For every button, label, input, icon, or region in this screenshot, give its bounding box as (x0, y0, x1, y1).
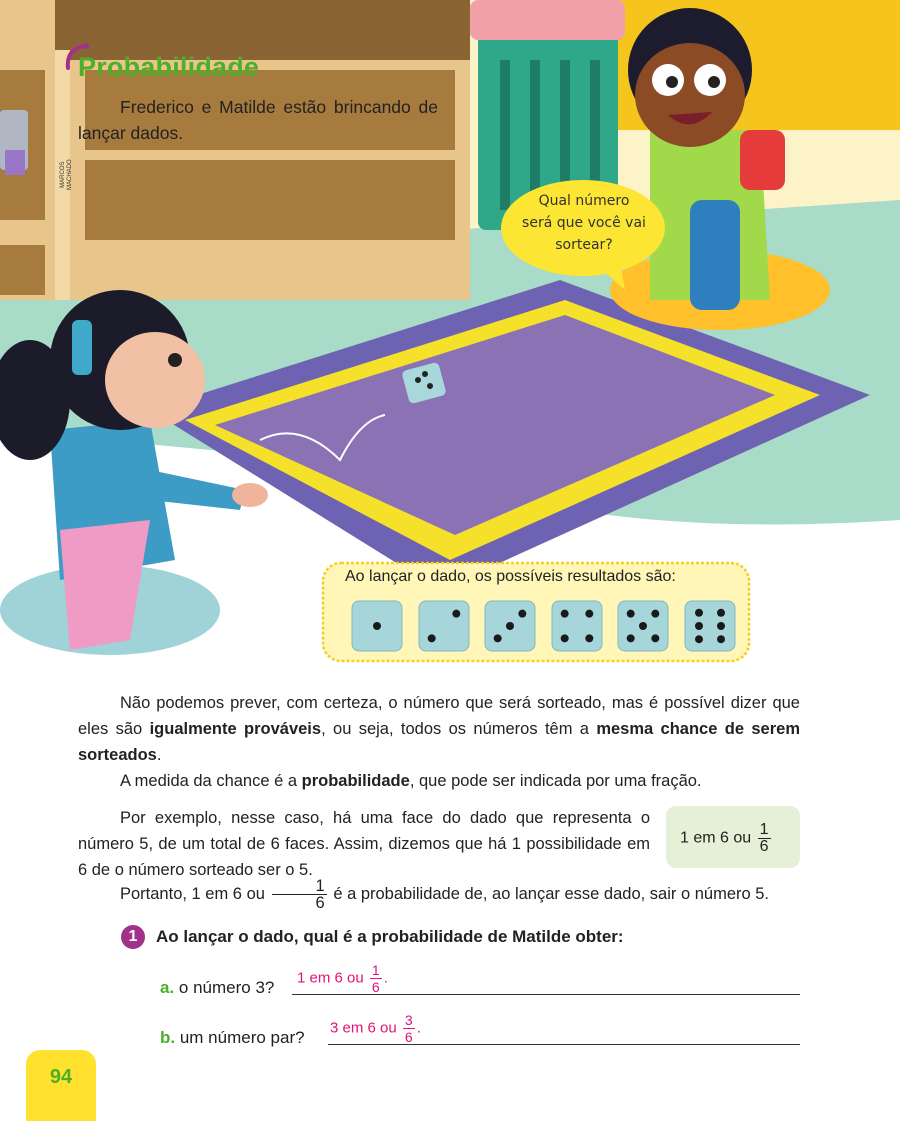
die-pip (639, 622, 647, 630)
question-item-a: a. o número 3? (160, 978, 275, 997)
die-pip (695, 635, 703, 643)
question-text: Ao lançar o dado, qual é a probabilidade de Matilde obter: (156, 927, 624, 946)
die-pip (717, 622, 725, 630)
die-pip (717, 635, 725, 643)
die-pip (452, 610, 460, 618)
die-pip (560, 610, 568, 618)
robot-toy (0, 110, 28, 175)
page-number: 94 (49, 1066, 73, 1088)
dice-caption: Ao lançar o dado, os possíveis resultados são: (345, 568, 676, 585)
paragraph-example: Por exemplo, nesse caso, há uma face do dado que representa o número 5, de um total de 6 faces. Assim, dizemos que há 1 possibilidade em 6 de o número sorteado ser o 5. (78, 809, 650, 879)
highlight-box-text: 1 em 6 ou $\frac{1}{6}$ (680, 821, 769, 855)
fraction-one-sixth: $\frac{1}{6}$ (272, 878, 327, 911)
answer-line-a[interactable] (292, 994, 800, 995)
die-pip (627, 634, 635, 642)
die-face-1 (351, 600, 403, 652)
die-pip (494, 634, 502, 642)
die-pip (695, 622, 703, 630)
paragraph-probability-definition: A medida da chance é a probabilidade, que pode ser indicada por uma fração. (120, 772, 702, 790)
die-face-6 (684, 600, 736, 652)
die-pip (651, 610, 659, 618)
die-pip (560, 634, 568, 642)
intro-text: Frederico e Matilde estão brincando de lançar dados. (78, 97, 438, 143)
question-item-b: b. um número par? (160, 1028, 305, 1047)
die-pip (717, 609, 725, 617)
die-face-3 (484, 600, 536, 652)
die-pip (695, 609, 703, 617)
die-pip (427, 634, 435, 642)
illustrator-credit: MARCOS MACHADO (60, 159, 73, 190)
answer-line-b[interactable] (328, 1044, 800, 1045)
answer-a[interactable]: 1 em 6 ou $\frac{1}{6}$ . (297, 962, 388, 995)
die-pip (585, 610, 593, 618)
die-face-4 (551, 600, 603, 652)
die-pip (506, 622, 514, 630)
die-face-5 (617, 600, 669, 652)
paragraph-conclusion: Portanto, 1 em 6 ou $\frac{1}{6}$ é a probabilidade de, ao lançar esse dado, sair o número 5. (120, 877, 770, 912)
paragraph-equally-likely: Não podemos prever, com certeza, o número que será sorteado, mas é possível dizer que eles são igualmente prováveis, ou seja, todos os números têm a mesma chance de serem sorteados. (78, 694, 800, 764)
question-number-badge: 1 (121, 925, 145, 949)
die-pip (627, 610, 635, 618)
answer-b[interactable]: 3 em 6 ou $\frac{3}{6}$ . (330, 1012, 421, 1045)
die-pip (518, 610, 526, 618)
die-pip (651, 634, 659, 642)
speech-bubble-text: Qual número será que você vai sortear? (522, 193, 646, 253)
page-title: Probabilidade (78, 52, 260, 82)
die-pip (373, 622, 381, 630)
die-pip (585, 634, 593, 642)
die-face-2 (418, 600, 470, 652)
